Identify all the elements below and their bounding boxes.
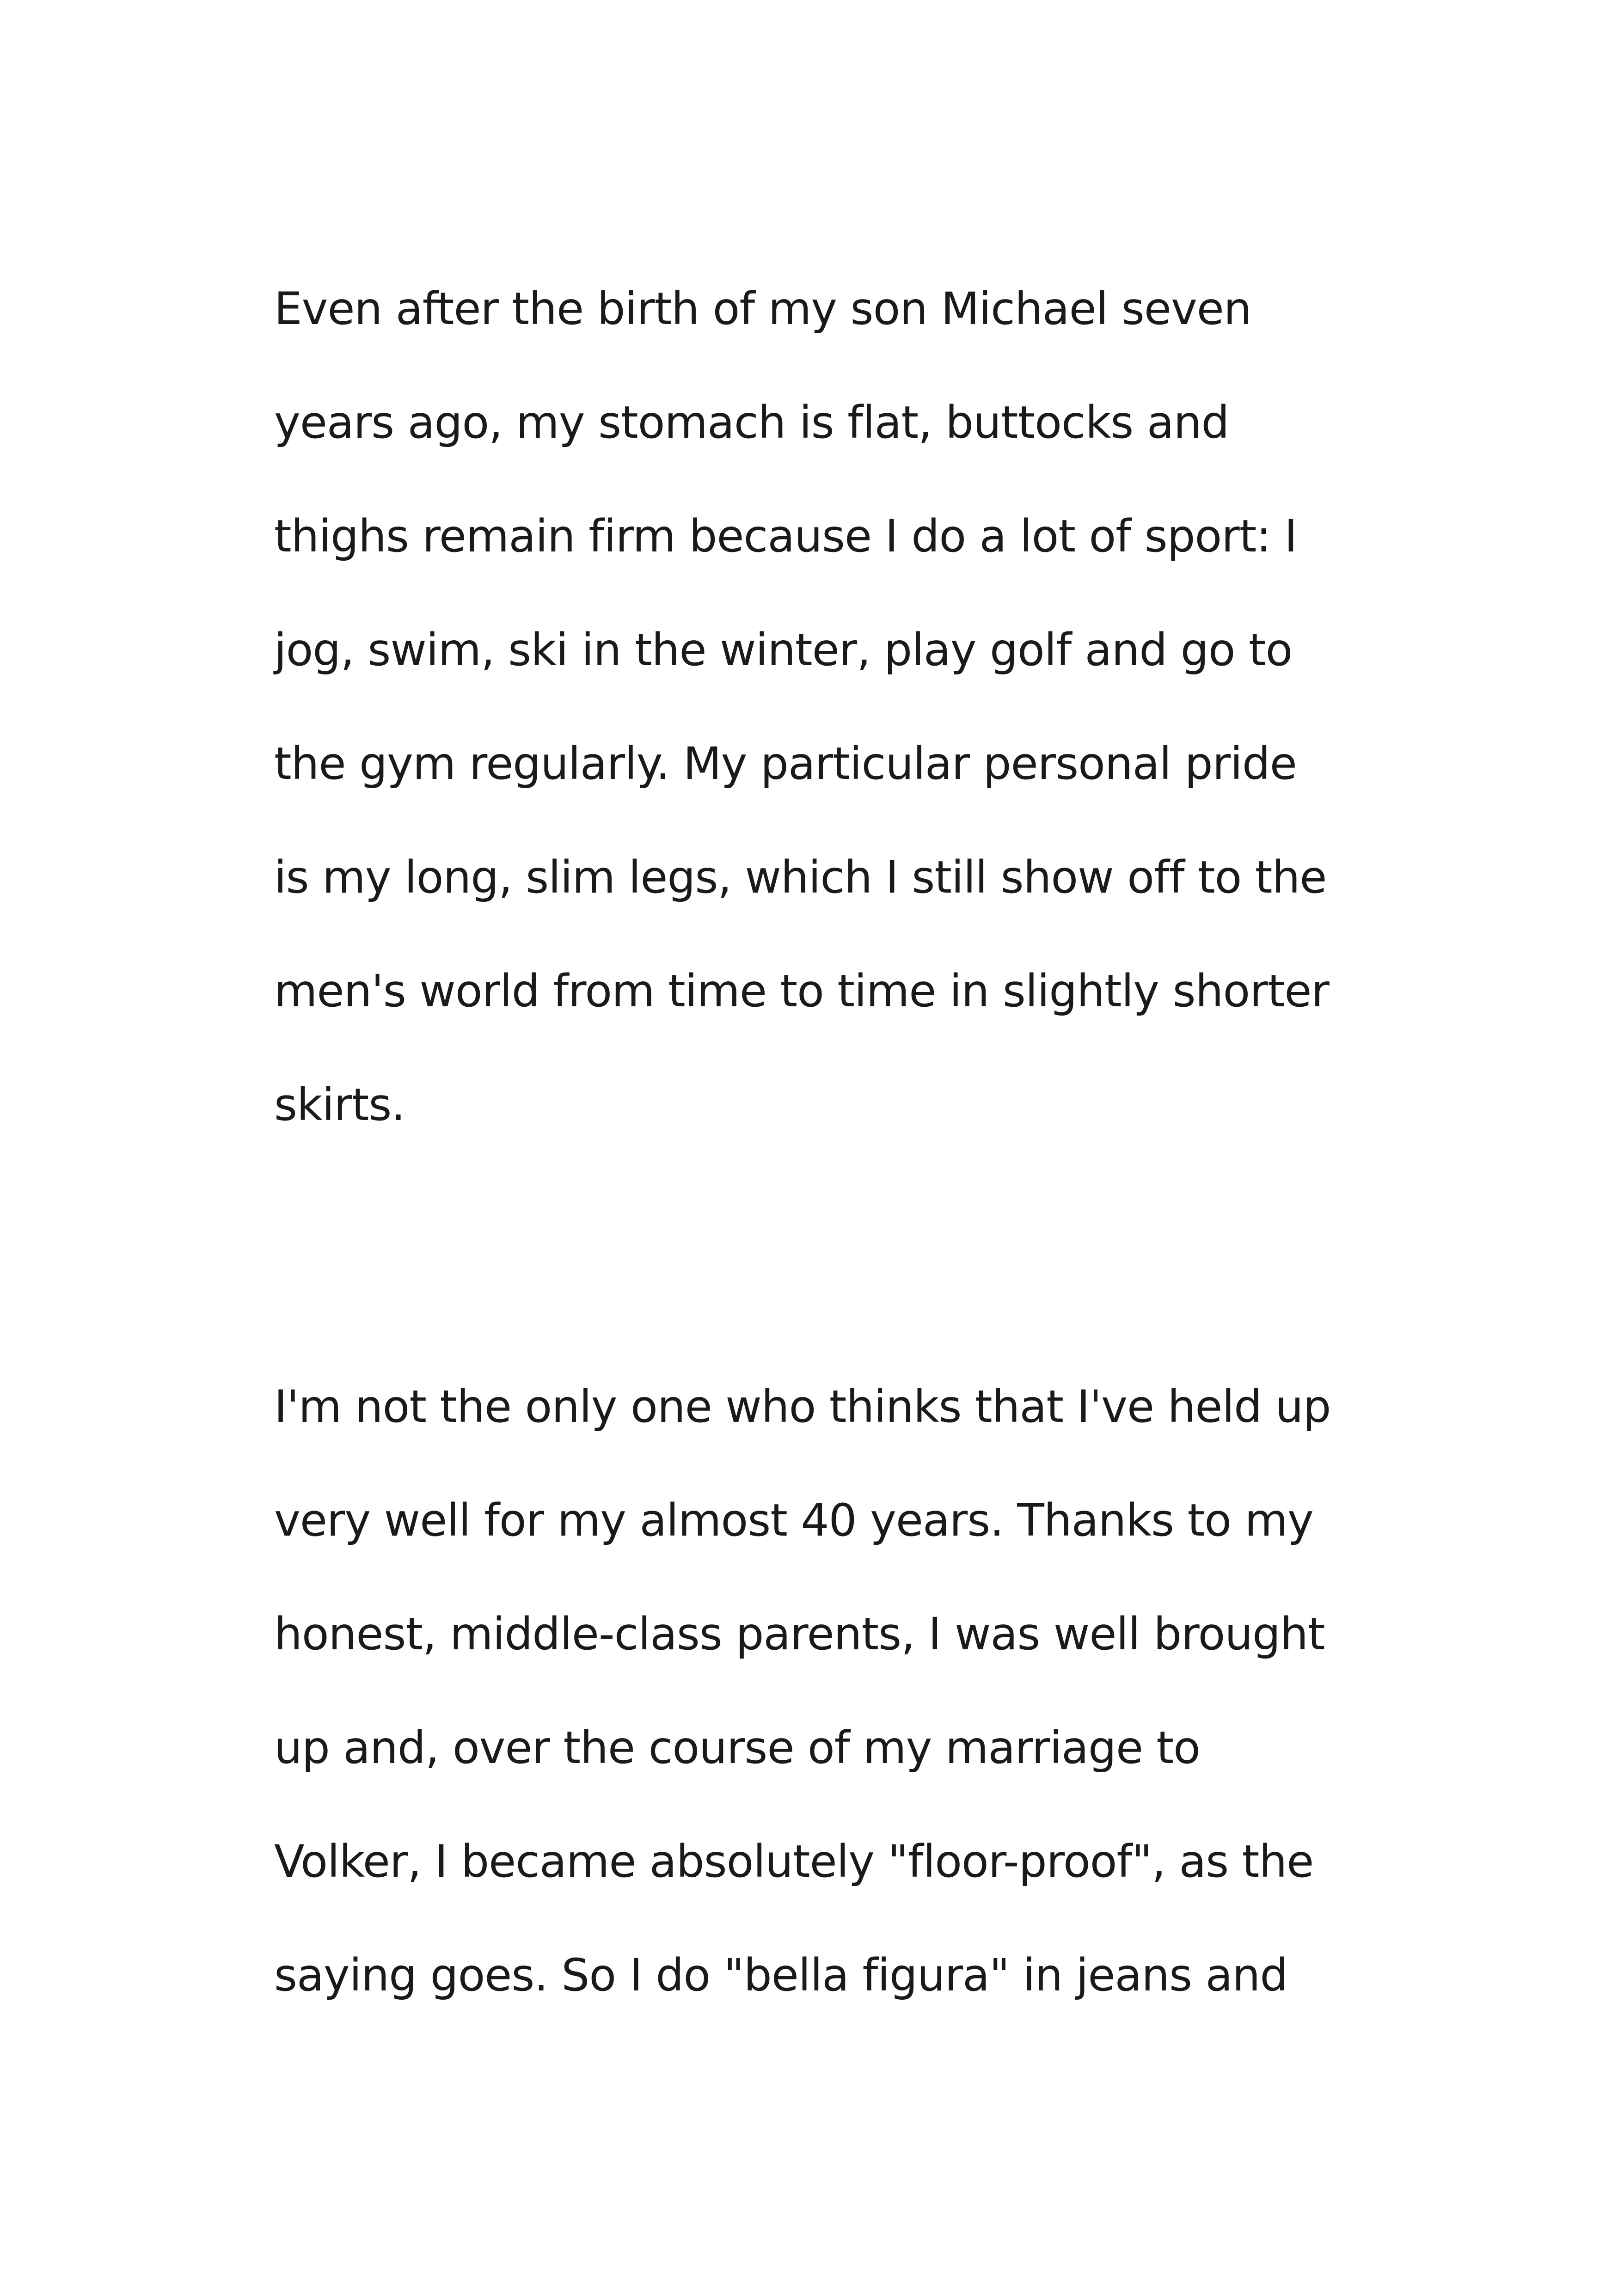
- text-line: saying goes. So I do "bella figura" in jeans and: [274, 1949, 1288, 2001]
- text-line: I'm not the only one who thinks that I've held up: [274, 1381, 1331, 1433]
- text-line: the gym regularly. My particular personal pride: [274, 738, 1297, 790]
- text-line: years ago, my stomach is flat, buttocks and: [274, 397, 1229, 448]
- paragraph-1: [274, 252, 1384, 1162]
- text-line: men's world from time to time in slightly shorter: [274, 965, 1329, 1017]
- text-line: Even after the birth of my son Michael seven: [274, 283, 1251, 335]
- text-line: skirts.: [274, 1079, 405, 1131]
- text-line: very well for my almost 40 years. Thanks to my: [274, 1494, 1313, 1546]
- text-line: Volker, I became absolutely "floor-proof", as the: [274, 1836, 1314, 1887]
- text-line: jog, swim, ski in the winter, play golf and go to: [274, 624, 1293, 676]
- paragraph-2: [274, 1350, 1384, 2032]
- text-line: is my long, slim legs, which I still show off to the: [274, 851, 1327, 903]
- text-line: honest, middle-class parents, I was well brought: [274, 1608, 1325, 1660]
- text-line: thighs remain firm because I do a lot of sport: I: [274, 510, 1297, 562]
- text-line: up and, over the course of my marriage to: [274, 1722, 1200, 1774]
